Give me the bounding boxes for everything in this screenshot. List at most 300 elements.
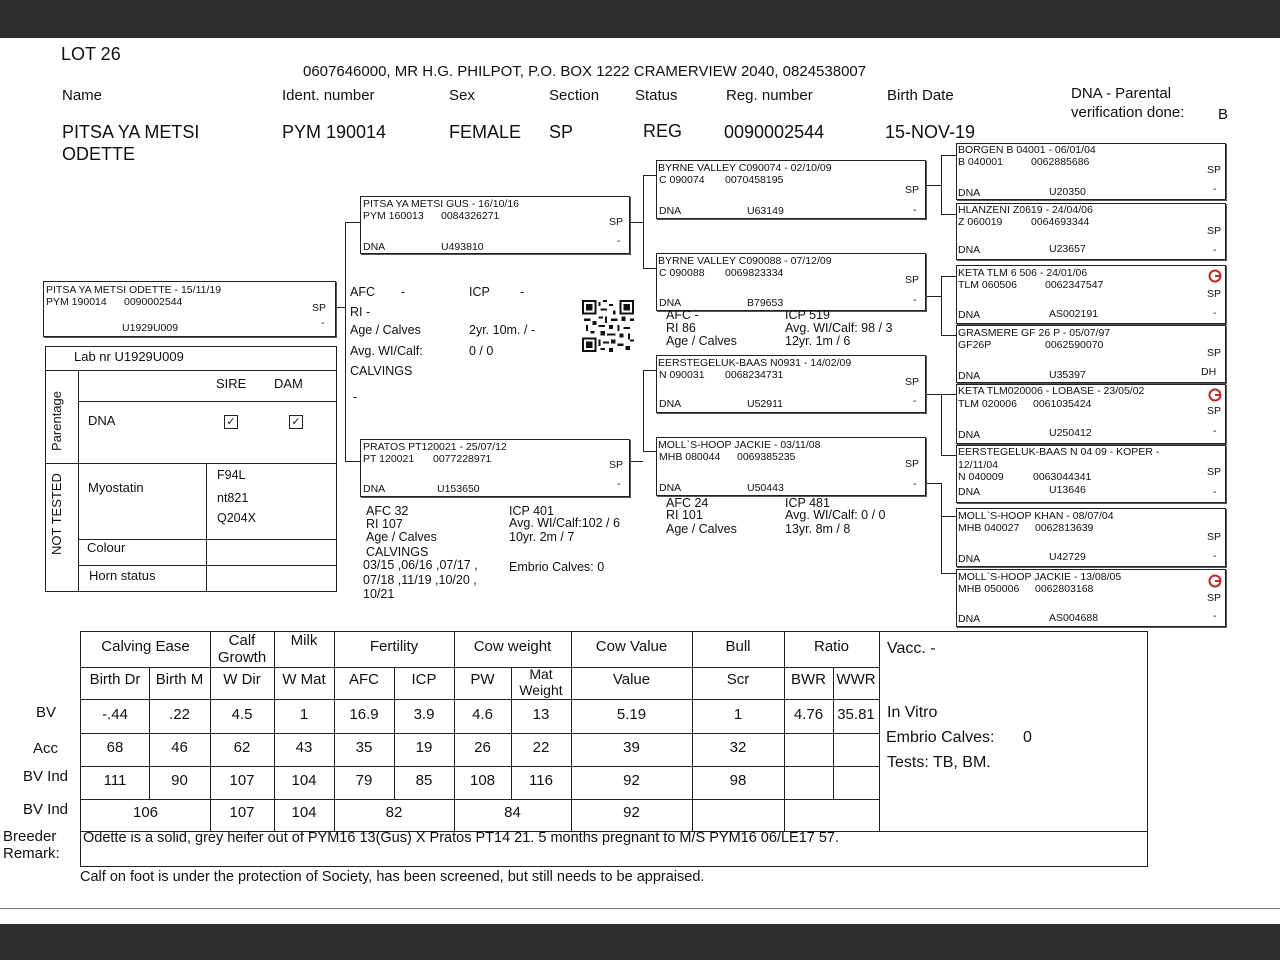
animal-afc: - bbox=[401, 285, 406, 299]
divider bbox=[81, 799, 879, 800]
divider bbox=[81, 667, 879, 668]
ind-value: 92 bbox=[623, 772, 640, 789]
colour-label: Colour bbox=[87, 540, 126, 555]
great-grandparent-box bbox=[956, 508, 1226, 567]
lab-results-panel bbox=[45, 346, 337, 592]
gp-icp: ICP 481 bbox=[785, 496, 830, 510]
ind-w-dir: 107 bbox=[229, 772, 255, 789]
divider bbox=[78, 565, 336, 566]
dam-calv-3: 10/21 bbox=[363, 587, 395, 601]
gp-code: C 090074 bbox=[659, 174, 705, 186]
connector bbox=[925, 296, 941, 297]
great-grandparent-box bbox=[956, 143, 1226, 200]
sire-dna-label: DNA bbox=[363, 241, 386, 253]
gp-dna: B79653 bbox=[747, 297, 784, 309]
gp-dna-label: DNA bbox=[659, 205, 682, 217]
bv-w-mat: 1 bbox=[299, 706, 309, 723]
acc-scr: 32 bbox=[729, 739, 747, 756]
bv-birth-dr: -.44 bbox=[102, 706, 128, 723]
col-icp: ICP bbox=[411, 671, 437, 688]
ind-birth-m: 90 bbox=[171, 772, 188, 789]
dam-ri: RI 107 bbox=[366, 517, 403, 531]
bottom-bar bbox=[0, 924, 1280, 960]
gp-title: MOLL`S-HOOP JACKIE - 03/11/08 bbox=[658, 439, 821, 451]
animal-age-label: Age / Calves bbox=[350, 323, 421, 337]
ggp-dash: - bbox=[1213, 307, 1217, 319]
animal-code: PYM 190014 bbox=[46, 296, 107, 308]
label-sex: Sex bbox=[449, 87, 475, 104]
top-bar bbox=[0, 0, 1280, 38]
group-calf: Calf bbox=[228, 632, 256, 649]
animal-sex: FEMALE bbox=[449, 122, 522, 142]
sire-reg: 0084326271 bbox=[441, 210, 500, 222]
ggp-title: KETA TLM020006 - LOBASE - 23/05/02 bbox=[958, 385, 1145, 397]
embrio-calves-label: Embrio Calves: bbox=[886, 729, 995, 746]
gp-reg: 0069823334 bbox=[725, 267, 784, 279]
group-calving-ease: Calving Ease bbox=[101, 638, 190, 655]
sire-dna-checkbox[interactable]: ✓ bbox=[224, 415, 238, 429]
ggp-section: SP bbox=[1207, 592, 1222, 604]
sire-title: PITSA YA METSI GUS - 16/10/16 bbox=[363, 198, 520, 210]
grandparent-box bbox=[656, 355, 926, 413]
ggp-dna-label: DNA bbox=[958, 187, 981, 199]
bv-w-dir: 4.5 bbox=[231, 706, 253, 723]
label-birth: Birth Date bbox=[887, 87, 954, 104]
ggp-reg: 0062590070 bbox=[1045, 339, 1104, 351]
dam-afc: AFC 32 bbox=[366, 504, 409, 518]
col-bwr: BWR bbox=[791, 671, 826, 688]
dam-box bbox=[360, 439, 630, 497]
myostatin-q204x: Q204X bbox=[217, 511, 256, 525]
bv-mat-weight: 13 bbox=[532, 706, 550, 723]
ind2-fertility: 82 bbox=[385, 804, 403, 821]
bv-birth-m: .22 bbox=[169, 706, 190, 723]
acc-w-dir: 62 bbox=[233, 739, 251, 756]
grandparent-box bbox=[656, 160, 926, 219]
myostatin-nt821: nt821 bbox=[217, 491, 249, 505]
gp-ri: RI 86 bbox=[666, 321, 696, 335]
connector bbox=[941, 155, 942, 215]
connector bbox=[925, 483, 941, 484]
in-vitro: In Vitro bbox=[887, 704, 938, 721]
ind2-cow-weight: 84 bbox=[504, 804, 521, 821]
label-name: Name bbox=[62, 87, 103, 104]
divider bbox=[78, 370, 79, 591]
gp-title: EERSTEGELUK-BAAS N0931 - 14/02/09 bbox=[658, 357, 852, 369]
ggp-code: B 040001 bbox=[958, 156, 1003, 168]
acc-w-mat: 43 bbox=[295, 739, 313, 756]
gp-reg: 0068234731 bbox=[725, 369, 784, 381]
ggp-section: SP bbox=[1207, 405, 1222, 417]
gp-afc: AFC - bbox=[666, 308, 699, 322]
animal-ri: RI - bbox=[350, 305, 371, 319]
sire-section: SP bbox=[609, 216, 624, 228]
ind-mat-weight: 116 bbox=[529, 772, 553, 789]
dam-yr: 10yr. 2m / 7 bbox=[509, 530, 575, 544]
ggp-title: BORGEN B 04001 - 06/01/04 bbox=[958, 144, 1096, 156]
divider bbox=[334, 632, 335, 831]
gp-section: SP bbox=[905, 458, 920, 470]
animal-ident: PYM 190014 bbox=[282, 122, 387, 142]
ggp-reg: 0062813639 bbox=[1035, 522, 1094, 534]
ggp-dna-label: DNA bbox=[958, 244, 981, 256]
connector bbox=[643, 175, 657, 176]
bv-wwr: 35.81 bbox=[837, 706, 875, 723]
animal-afc-label: AFC bbox=[350, 285, 375, 299]
animal-icp-label: ICP bbox=[469, 285, 490, 299]
divider bbox=[0, 908, 1280, 909]
dna-value: B bbox=[1218, 106, 1229, 123]
qr-code bbox=[582, 300, 634, 352]
divider bbox=[274, 632, 275, 831]
ggp-reg: 0063044341 bbox=[1033, 471, 1092, 483]
ind-scr: 98 bbox=[729, 772, 747, 789]
row-label-breeder: Breeder bbox=[3, 828, 57, 845]
ggp-dna: U250412 bbox=[1049, 427, 1092, 439]
breed-society-logo-icon bbox=[1208, 574, 1222, 588]
dam-code: PT 120021 bbox=[363, 453, 415, 465]
connector bbox=[629, 461, 643, 462]
connector bbox=[941, 516, 956, 517]
gp-code: N 090031 bbox=[659, 369, 705, 381]
bv-scr: 1 bbox=[733, 706, 743, 723]
animal-box bbox=[43, 281, 336, 337]
divider bbox=[81, 766, 879, 767]
animal-section: SP bbox=[549, 122, 574, 142]
col-w-mat: W Mat bbox=[282, 671, 326, 688]
row-label-bv: BV bbox=[36, 704, 57, 721]
gp-section: SP bbox=[905, 184, 920, 196]
divider bbox=[692, 632, 693, 831]
horn-status-label: Horn status bbox=[89, 568, 156, 583]
ggp-dna-label: DNA bbox=[958, 309, 981, 321]
gp-ri: RI 101 bbox=[666, 508, 703, 522]
grandparent-box bbox=[656, 437, 926, 496]
connector bbox=[941, 394, 942, 456]
connector bbox=[345, 222, 346, 462]
divider bbox=[571, 632, 572, 831]
ggp-dna: AS002191 bbox=[1049, 308, 1099, 320]
ggp-reg: 0062347547 bbox=[1045, 279, 1104, 291]
row-label-acc: Acc bbox=[33, 740, 59, 757]
gp-dash: - bbox=[913, 478, 917, 490]
gp-title: BYRNE VALLEY C090088 - 07/12/09 bbox=[658, 255, 832, 267]
dam-age: Age / Calves bbox=[366, 530, 437, 544]
great-grandparent-box bbox=[956, 203, 1226, 260]
label-reg: Reg. number bbox=[726, 87, 813, 104]
connector bbox=[941, 155, 956, 156]
animal-calvings-value: - bbox=[353, 390, 358, 404]
lab-dna-label: DNA bbox=[88, 413, 116, 428]
row-label-remark: Remark: bbox=[3, 845, 60, 862]
label-section: Section bbox=[549, 87, 600, 104]
acc-afc: 35 bbox=[355, 739, 373, 756]
acc-mat-weight: 22 bbox=[532, 739, 550, 756]
ggp-code: N 040009 bbox=[958, 471, 1004, 483]
animal-reg: 0090002544 bbox=[724, 122, 825, 142]
sire-box bbox=[360, 196, 630, 254]
group-growth: Growth bbox=[217, 649, 267, 666]
divider bbox=[454, 632, 455, 831]
animal-icp: - bbox=[520, 285, 525, 299]
vaccination: Vacc. - bbox=[887, 640, 936, 657]
gp-dash: - bbox=[913, 204, 917, 216]
divider bbox=[81, 733, 879, 734]
connector bbox=[335, 307, 345, 308]
group-milk: Milk bbox=[290, 632, 318, 649]
ggp-dna-label: DNA bbox=[958, 370, 981, 382]
group-ratio: Ratio bbox=[813, 638, 850, 655]
ind-w-mat: 104 bbox=[291, 772, 317, 789]
label-ident: Ident. number bbox=[282, 87, 375, 104]
dam-section: SP bbox=[609, 459, 624, 471]
ggp-code: MHB 050006 bbox=[958, 583, 1020, 595]
col-weight: Weight bbox=[519, 682, 563, 698]
ggp-dash: - bbox=[1213, 244, 1217, 256]
ggp-dna-label: DNA bbox=[958, 553, 981, 565]
sire-code: PYM 160013 bbox=[363, 210, 424, 222]
ind2-milk: 104 bbox=[291, 804, 317, 821]
gp-icp: ICP 519 bbox=[785, 308, 830, 322]
ggp-section: SP bbox=[1207, 466, 1222, 478]
great-grandparent-box bbox=[956, 265, 1226, 324]
connector bbox=[629, 222, 643, 223]
col-afc: AFC bbox=[349, 671, 379, 688]
ggp-title: MOLL`S-HOOP KHAN - 08/07/04 bbox=[958, 510, 1114, 522]
connector bbox=[643, 370, 657, 371]
gp-wi: Avg. WI/Calf: 0 / 0 bbox=[785, 508, 886, 522]
not-tested-label: NOT TESTED bbox=[49, 473, 64, 555]
col-birth-m: Birth M bbox=[155, 671, 204, 688]
ggp-section: SP bbox=[1207, 531, 1222, 543]
grandparent-box bbox=[656, 253, 926, 311]
ind2-calving-ease: 106 bbox=[132, 804, 159, 821]
ggp-dna: U20350 bbox=[1049, 186, 1086, 198]
col-birth-dr: Birth Dr bbox=[89, 671, 141, 688]
connector bbox=[345, 222, 360, 223]
breed-society-logo-icon bbox=[1208, 269, 1222, 283]
animal-status: REG bbox=[643, 121, 683, 141]
divider bbox=[206, 463, 207, 591]
dam-dna: U153650 bbox=[437, 483, 480, 495]
gp-title: BYRNE VALLEY C090074 - 02/10/09 bbox=[658, 162, 832, 174]
animal-wi-label: Avg. WI/Calf: bbox=[350, 344, 423, 358]
row-label-bv-ind: BV Ind bbox=[23, 768, 69, 785]
ind-icp: 85 bbox=[415, 772, 433, 789]
connector bbox=[643, 268, 657, 269]
acc-value: 39 bbox=[623, 739, 640, 756]
animal-wi: 0 / 0 bbox=[469, 344, 494, 358]
group-bull: Bull bbox=[725, 638, 751, 655]
bv-table bbox=[80, 631, 1148, 867]
embrio-calves-value: 0 bbox=[1023, 729, 1032, 746]
ind2-cow-value: 92 bbox=[623, 804, 640, 821]
ggp-dna: U35397 bbox=[1049, 369, 1086, 381]
ggp-section: SP bbox=[1207, 225, 1222, 237]
lab-sire-header: SIRE bbox=[216, 376, 247, 391]
dam-embrio: Embrio Calves: 0 bbox=[509, 560, 605, 574]
gp-dna: U63149 bbox=[747, 205, 784, 217]
ggp-dna-label: DNA bbox=[958, 613, 981, 625]
ggp-dash: - bbox=[1213, 550, 1217, 562]
gp-yr: 13yr. 8m / 8 bbox=[785, 522, 851, 536]
divider bbox=[879, 632, 880, 831]
animal-dash: - bbox=[321, 317, 325, 329]
divider bbox=[46, 463, 336, 464]
col-pw: PW bbox=[470, 671, 495, 688]
gp-dna-label: DNA bbox=[659, 482, 682, 494]
ggp-dna: U23657 bbox=[1049, 243, 1086, 255]
gp-age: Age / Calves bbox=[666, 522, 737, 536]
connector bbox=[941, 214, 956, 215]
ggp-reg: 0061035424 bbox=[1033, 398, 1092, 410]
connector bbox=[941, 455, 956, 456]
ggp-dna-label: DNA bbox=[958, 429, 981, 441]
ggp-dna: U13646 bbox=[1049, 484, 1086, 496]
gp-dash: - bbox=[913, 294, 917, 306]
gp-dna-label: DNA bbox=[659, 398, 682, 410]
ggp-code: MHB 040027 bbox=[958, 522, 1020, 534]
connector bbox=[941, 394, 956, 395]
gp-code: MHB 080044 bbox=[659, 451, 721, 463]
connector bbox=[925, 185, 941, 186]
connector bbox=[345, 461, 360, 462]
gp-dna: U50443 bbox=[747, 482, 784, 494]
gp-dna-label: DNA bbox=[659, 297, 682, 309]
gp-age: Age / Calves bbox=[666, 334, 737, 348]
ggp-section: SP bbox=[1207, 288, 1222, 300]
bv-value: 5.19 bbox=[616, 706, 647, 723]
dam-dash: - bbox=[617, 478, 621, 490]
parentage-label: Parentage bbox=[49, 391, 64, 451]
ggp-title: EERSTEGELUK-BAAS N 04 09 - KOPER - bbox=[958, 446, 1160, 458]
ggp-title: HLANZENI Z0619 - 24/04/06 bbox=[958, 204, 1093, 216]
row-label-bv-ind-2: BV Ind bbox=[23, 801, 69, 818]
connector bbox=[643, 451, 657, 452]
col-scr: Scr bbox=[726, 671, 750, 688]
bv-icp: 3.9 bbox=[413, 706, 435, 723]
animal-calvings-label: CALVINGS bbox=[350, 364, 413, 378]
gp-dna: U52911 bbox=[747, 398, 784, 410]
dam-wi: Avg. WI/Calf:102 / 6 bbox=[509, 516, 620, 530]
gp-afc: AFC 24 bbox=[666, 496, 709, 510]
ggp-title-2: 12/11/04 bbox=[958, 459, 999, 471]
gp-code: C 090088 bbox=[659, 267, 705, 279]
dam-calvings: CALVINGS bbox=[366, 545, 429, 559]
col-mat: Mat bbox=[529, 666, 553, 682]
group-cow-value: Cow Value bbox=[595, 638, 668, 655]
animal-section-small: SP bbox=[312, 302, 327, 314]
lab-number: Lab nr U1929U009 bbox=[74, 349, 184, 364]
acc-birth-dr: 68 bbox=[106, 739, 124, 756]
gp-dash: - bbox=[913, 395, 917, 407]
col-w-dir: W Dir bbox=[223, 671, 261, 688]
divider bbox=[78, 401, 336, 402]
lab-dam-header: DAM bbox=[274, 376, 303, 391]
animal-reg-small: 0090002544 bbox=[124, 296, 183, 308]
label-dna-2: verification done: bbox=[1071, 104, 1185, 121]
acc-pw: 26 bbox=[474, 739, 491, 756]
divider bbox=[46, 370, 336, 371]
great-grandparent-box bbox=[956, 569, 1226, 627]
connector bbox=[941, 276, 942, 336]
connector bbox=[941, 483, 942, 574]
myostatin-label: Myostatin bbox=[88, 480, 144, 495]
lot-number: LOT 26 bbox=[61, 44, 121, 64]
ggp-code: Z 060019 bbox=[958, 216, 1003, 228]
ggp-dash: - bbox=[1213, 425, 1217, 437]
animal-dna: U1929U009 bbox=[122, 322, 179, 334]
ggp-reg: 0062803168 bbox=[1035, 583, 1094, 595]
col-wwr: WWR bbox=[836, 671, 876, 688]
dam-calv-1: 03/15 ,06/16 ,07/17 , bbox=[363, 558, 478, 572]
dam-dna-checkbox[interactable]: ✓ bbox=[289, 415, 303, 429]
gp-yr: 12yr. 1m / 6 bbox=[785, 334, 851, 348]
ggp-title: GRASMERE GF 26 P - 05/07/97 bbox=[958, 327, 1111, 339]
breeder-remark: Odette is a solid, grey heifer out of PYM16 13(Gus) X Pratos PT14 21. 5 months pregnant to M/S PYM16 06/LE17 57. bbox=[83, 830, 840, 846]
ggp-code: TLM 020006 bbox=[958, 398, 1017, 410]
animal-name-1: PITSA YA METSI bbox=[62, 122, 200, 142]
bv-afc: 16.9 bbox=[349, 706, 379, 723]
acc-icp: 19 bbox=[415, 739, 433, 756]
ggp-dash: - bbox=[1213, 486, 1217, 498]
ggp-title: KETA TLM 6 506 - 24/01/06 bbox=[958, 267, 1088, 279]
ind-pw: 108 bbox=[469, 772, 496, 789]
dam-title: PRATOS PT120021 - 25/07/12 bbox=[363, 441, 507, 453]
connector bbox=[643, 370, 644, 452]
tests: Tests: TB, BM. bbox=[887, 754, 991, 771]
ggp-reg: 0064693344 bbox=[1031, 216, 1090, 228]
bv-pw: 4.6 bbox=[472, 706, 493, 723]
bv-bwr: 4.76 bbox=[793, 706, 824, 723]
connector bbox=[941, 335, 956, 336]
sire-dash: - bbox=[617, 235, 621, 247]
group-fertility: Fertility bbox=[369, 638, 419, 655]
ggp-reg: 0062885686 bbox=[1031, 156, 1090, 168]
gp-wi: Avg. WI/Calf: 98 / 3 bbox=[785, 321, 893, 335]
ind-birth-dr: 111 bbox=[103, 772, 127, 789]
gp-reg: 0070458195 bbox=[725, 174, 784, 186]
dam-dna-label: DNA bbox=[363, 483, 386, 495]
breeder-contact: 0607646000, MR H.G. PHILPOT, P.O. BOX 1222 CRAMERVIEW 2040, 0824538007 bbox=[303, 63, 867, 80]
great-grandparent-box bbox=[956, 384, 1226, 444]
ggp-dash: - bbox=[1213, 610, 1217, 622]
ggp-dna: AS004688 bbox=[1049, 612, 1099, 624]
animal-age: 2yr. 10m. / - bbox=[469, 323, 535, 337]
sire-dna: U493810 bbox=[441, 241, 484, 253]
label-dna-1: DNA - Parental bbox=[1071, 85, 1172, 102]
animal-birth: 15-NOV-19 bbox=[885, 122, 976, 142]
ind2-growth: 107 bbox=[229, 804, 255, 821]
animal-title: PITSA YA METSI ODETTE - 15/11/19 bbox=[46, 284, 222, 296]
great-grandparent-box bbox=[956, 445, 1226, 503]
ggp-dash: - bbox=[1213, 183, 1217, 195]
myostatin-f94l: F94L bbox=[217, 468, 246, 482]
animal-name-2: ODETTE bbox=[62, 144, 136, 164]
footnote: Calf on foot is under the protection of Society, has been screened, but still needs to be appraised. bbox=[80, 869, 705, 885]
great-grandparent-box bbox=[956, 325, 1226, 383]
connector bbox=[941, 276, 956, 277]
divider bbox=[81, 699, 879, 700]
dam-reg: 0077228971 bbox=[433, 453, 492, 465]
ggp-code: TLM 060506 bbox=[958, 279, 1017, 291]
divider bbox=[784, 632, 785, 831]
dam-calv-2: 07/18 ,11/19 ,10/20 , bbox=[363, 573, 477, 587]
gp-section: SP bbox=[905, 274, 920, 286]
ggp-dash: DH bbox=[1201, 366, 1217, 378]
dam-icp: ICP 401 bbox=[509, 504, 554, 518]
connector bbox=[941, 573, 956, 574]
